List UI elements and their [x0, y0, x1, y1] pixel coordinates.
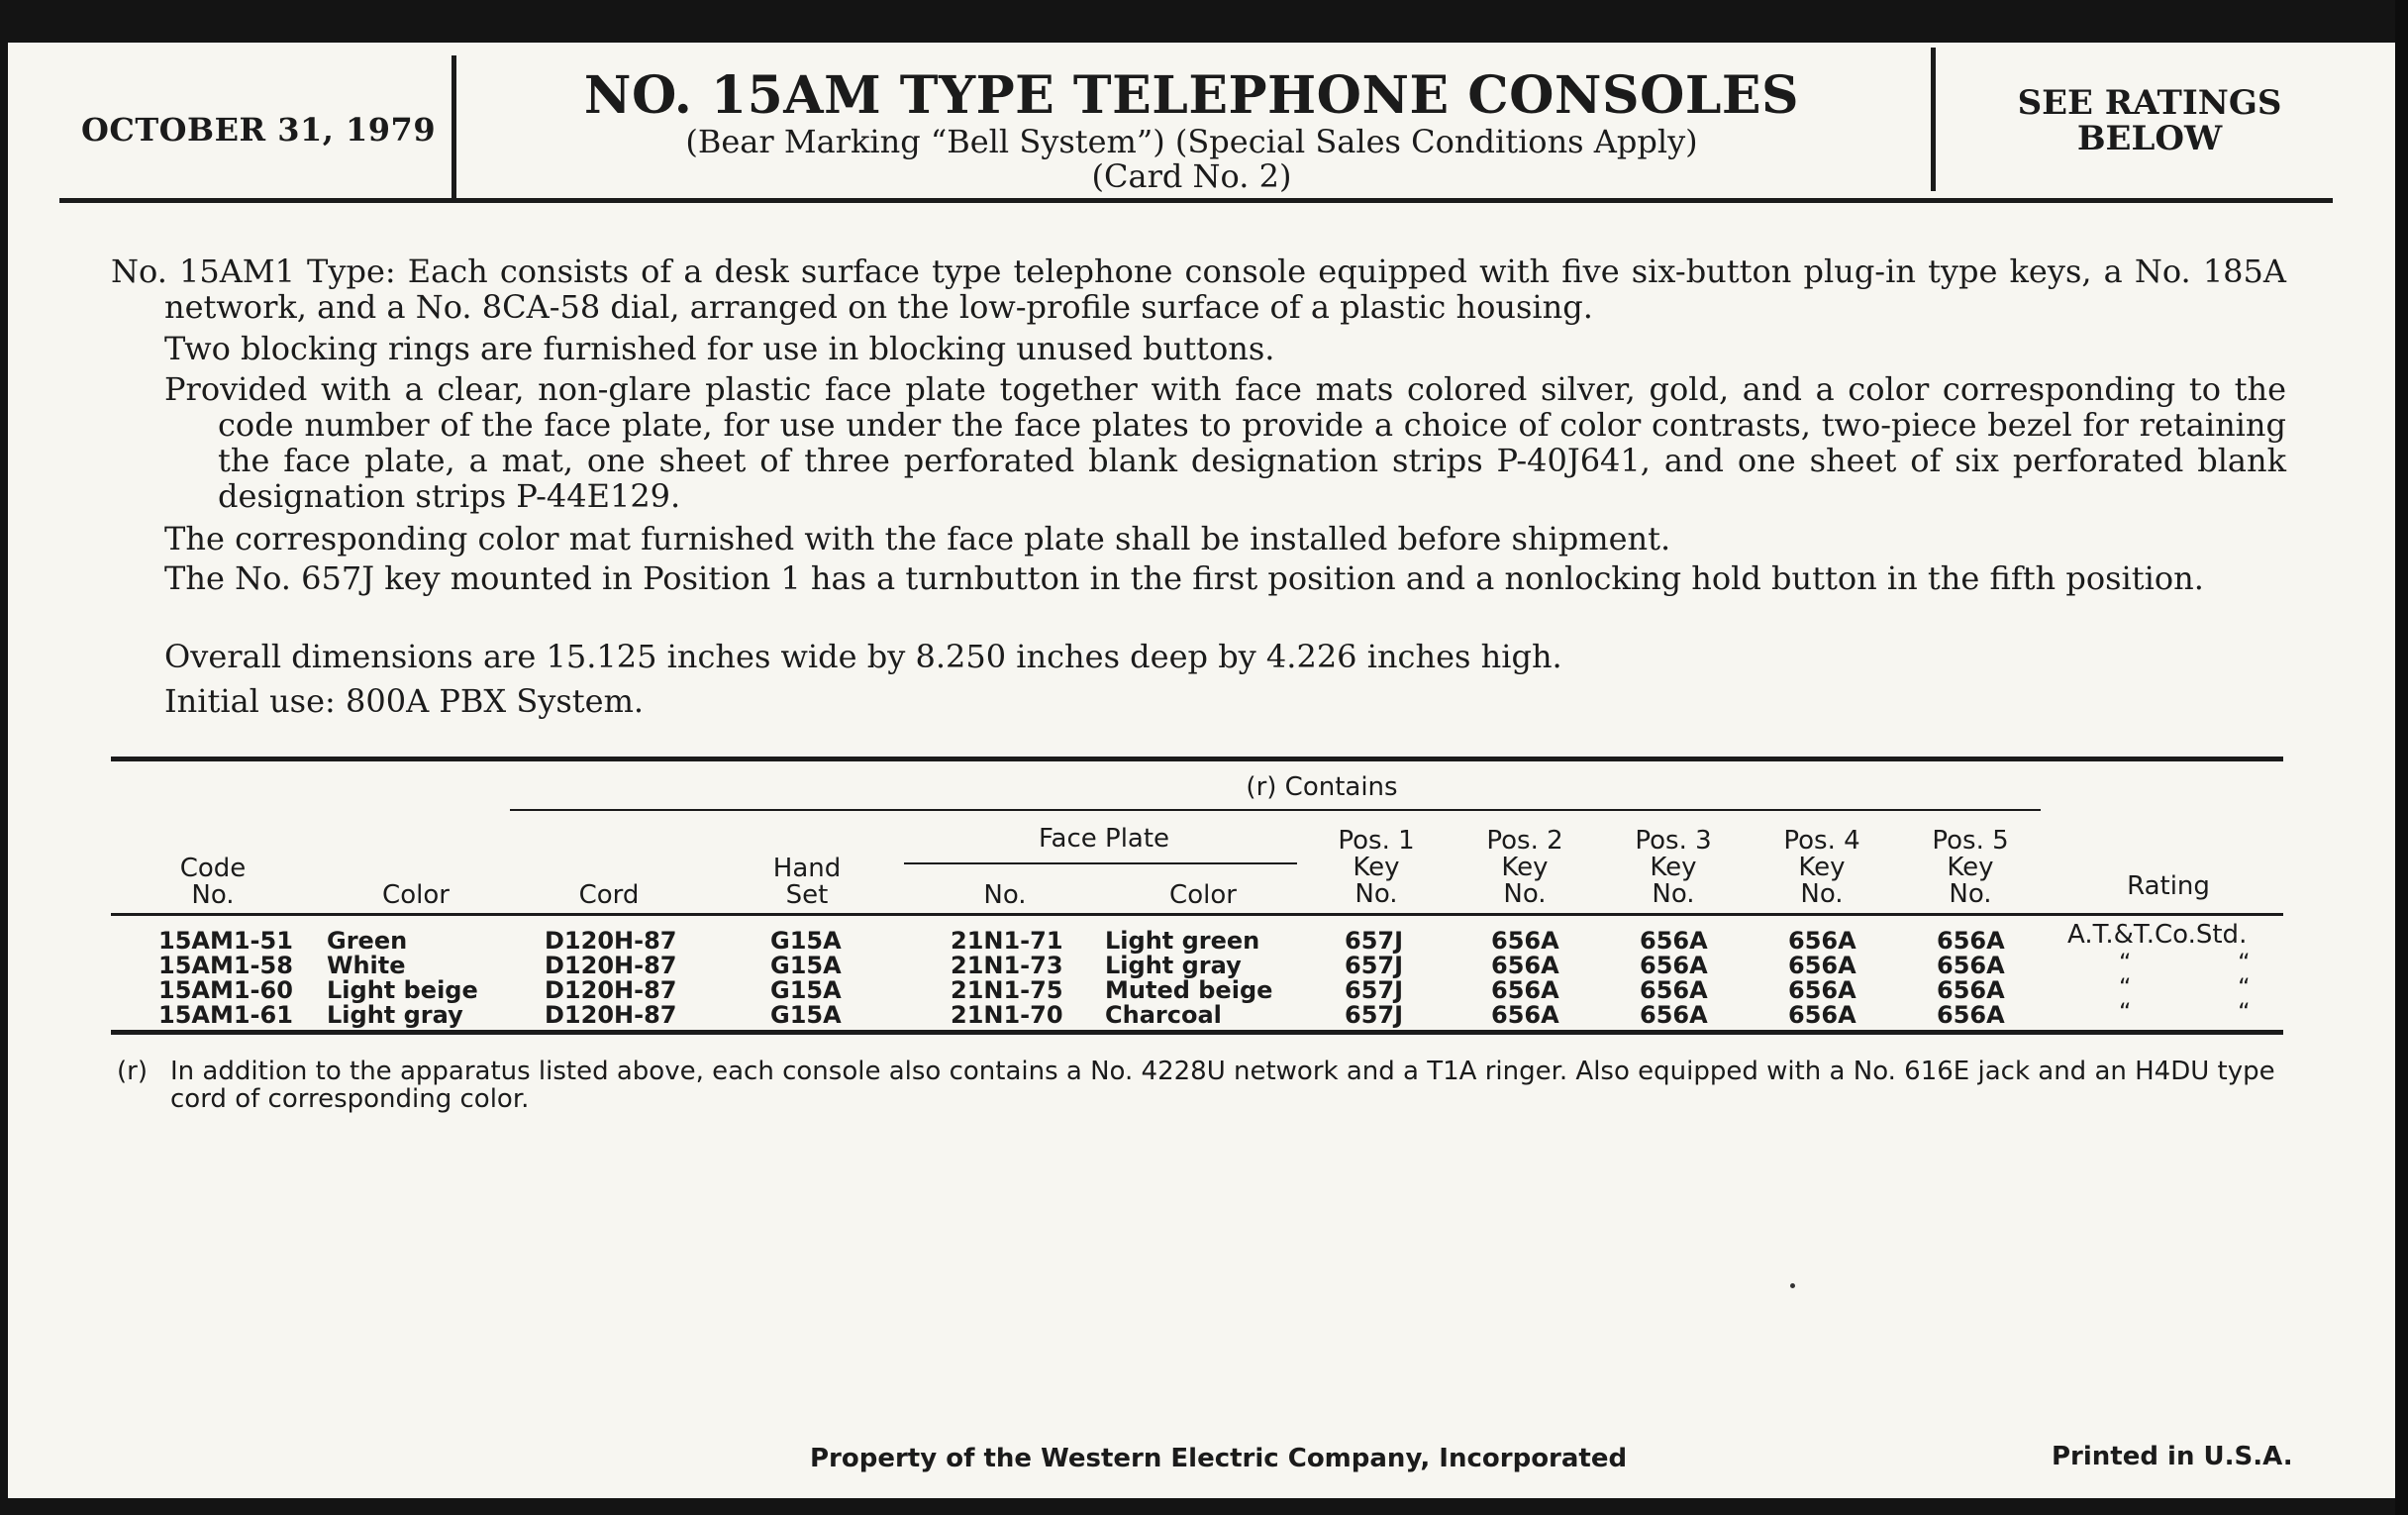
- cell-pos5: 656A: [1937, 976, 2005, 1004]
- header-pos3-line3: No.: [1652, 879, 1695, 909]
- header-pos2: [1470, 828, 1579, 908]
- cell-color: Green: [327, 927, 408, 955]
- cell-rating: A.T.&T.Co.Std.: [2067, 920, 2248, 950]
- contains-rule: [510, 809, 2041, 811]
- cell-hand-set: G15A: [770, 952, 842, 979]
- description-paragraph-3: Provided with a clear, non-glare plastic face plate together with face mats colored silver, gold, and a color corresponding to the code number of the face plate, for use under the face plates to provide a choice of color contrasts, two-piece bezel for retaining the face plate, a mat, one sheet of three perforated blank designation strips P-40J641, and one sheet of six perforated blank designation strips P-44E129.: [164, 370, 2286, 515]
- table-top-rule: [111, 757, 2283, 761]
- ratings-line-2: BELOW: [2076, 119, 2223, 158]
- cell-code: 15AM1-60: [158, 976, 293, 1004]
- cell-face-plate-color: Light gray: [1105, 952, 1242, 979]
- page-title: NO. 15AM TYPE TELEPHONE CONSOLES: [583, 65, 1800, 126]
- header-code-line1: Code: [179, 854, 247, 883]
- cell-pos1: 657J: [1345, 927, 1404, 955]
- scan-speck: [1790, 1283, 1795, 1288]
- cell-pos2: 656A: [1491, 952, 1559, 979]
- page-subtitle: (Bear Marking “Bell System”) (Special Sales Conditions Apply): [685, 123, 1698, 160]
- cell-pos4: 656A: [1788, 927, 1856, 955]
- cell-color: Light gray: [327, 1001, 463, 1029]
- description-paragraph-7: Initial use: 800A PBX System.: [164, 682, 645, 720]
- scan-border: [2395, 0, 2408, 1515]
- cell-cord: D120H-87: [545, 1001, 677, 1029]
- header-pos1-line2: Key: [1353, 853, 1400, 882]
- footnote-text: In addition to the apparatus listed above, each console also contains a No. 4228U network and a T1A ringer. Also equipped with a No. 616E jack and an H4DU type cord of corresponding color.: [170, 1057, 2275, 1114]
- cell-rating: “ “: [2119, 949, 2251, 976]
- cell-pos4: 656A: [1788, 1001, 1856, 1029]
- table-bottom-rule: [111, 1030, 2283, 1035]
- header-pos2-line2: Key: [1501, 853, 1549, 882]
- header-pos3-line1: Pos. 3: [1635, 826, 1712, 856]
- property-notice: Property of the Western Electric Company, Incorporated: [810, 1444, 1628, 1473]
- cell-pos2: 656A: [1491, 976, 1559, 1004]
- header-pos3-line2: Key: [1650, 853, 1697, 882]
- cell-pos1: 657J: [1345, 976, 1404, 1004]
- header-rule: [59, 198, 2333, 203]
- description-paragraph-5: The No. 657J key mounted in Position 1 has a turnbutton in the first position and a nonlocking hold button in the fifth position.: [164, 559, 2204, 597]
- header-pos1: [1322, 828, 1431, 908]
- cell-pos3: 656A: [1640, 952, 1708, 979]
- header-pos2-line1: Pos. 2: [1486, 826, 1563, 856]
- description-paragraph-2: Two blocking rings are furnished for use in blocking unused buttons.: [164, 330, 1275, 367]
- header-pos5: [1916, 828, 2025, 908]
- header-code: [139, 856, 287, 909]
- ratings-line-1: SEE RATINGS: [2017, 83, 2282, 123]
- cell-rating: “ “: [2119, 998, 2251, 1026]
- cell-face-plate-color: Light green: [1105, 927, 1260, 955]
- header-face-plate-color: Color: [1169, 880, 1237, 910]
- cell-pos4: 656A: [1788, 976, 1856, 1004]
- header-cord: Cord: [578, 880, 640, 910]
- header-hand-line2: Set: [785, 880, 829, 910]
- cell-hand-set: G15A: [770, 927, 842, 955]
- header-pos4-line1: Pos. 4: [1783, 826, 1860, 856]
- cell-face-plate-color: Muted beige: [1105, 976, 1273, 1004]
- issue-date: OCTOBER 31, 1979: [81, 111, 437, 149]
- header-hand-line1: Hand: [772, 854, 842, 883]
- cell-pos3: 656A: [1640, 1001, 1708, 1029]
- header-pos5-line1: Pos. 5: [1932, 826, 2009, 856]
- cell-face-plate-no: 21N1-70: [951, 1001, 1063, 1029]
- header-face-plate-no: No.: [983, 880, 1027, 910]
- cell-cord: D120H-87: [545, 952, 677, 979]
- cell-pos2: 656A: [1491, 927, 1559, 955]
- description-paragraph-1: No. 15AM1 Type: Each consists of a desk surface type telephone console equipped with five six-button plug-in type keys, a No. 185A network, and a No. 8CA-58 dial, arranged on the low-profile surface of a plastic housing.: [111, 252, 2286, 326]
- cell-face-plate-no: 21N1-75: [951, 976, 1063, 1004]
- ratings-note: [1956, 85, 2343, 156]
- header-color: Color: [382, 880, 450, 910]
- header-divider-left: [452, 55, 456, 199]
- cell-hand-set: G15A: [770, 1001, 842, 1029]
- card-number: (Card No. 2): [1091, 157, 1292, 195]
- cell-color: Light beige: [327, 976, 478, 1004]
- header-pos4: [1767, 828, 1876, 908]
- cell-cord: D120H-87: [545, 927, 677, 955]
- cell-color: White: [327, 952, 406, 979]
- cell-rating: “ “: [2119, 973, 2251, 1001]
- cell-pos1: 657J: [1345, 952, 1404, 979]
- header-pos5-line2: Key: [1947, 853, 1994, 882]
- header-pos1-line1: Pos. 1: [1338, 826, 1415, 856]
- cell-face-plate-no: 21N1-73: [951, 952, 1063, 979]
- cell-code: 15AM1-51: [158, 927, 293, 955]
- header-pos4-line2: Key: [1798, 853, 1846, 882]
- cell-pos3: 656A: [1640, 927, 1708, 955]
- header-pos5-line3: No.: [1949, 879, 1992, 909]
- cell-cord: D120H-87: [545, 976, 677, 1004]
- header-pos2-line3: No.: [1503, 879, 1547, 909]
- printed-in: Printed in U.S.A.: [2052, 1442, 2293, 1471]
- cell-face-plate-no: 21N1-71: [951, 927, 1063, 955]
- header-rating: Rating: [2127, 871, 2210, 901]
- header-hand-set: [733, 856, 881, 909]
- header-pos3: [1619, 828, 1728, 908]
- cell-code: 15AM1-58: [158, 952, 293, 979]
- cell-hand-set: G15A: [770, 976, 842, 1004]
- cell-pos2: 656A: [1491, 1001, 1559, 1029]
- cell-pos3: 656A: [1640, 976, 1708, 1004]
- footnote-mark: (r): [117, 1057, 148, 1086]
- cell-pos5: 656A: [1937, 927, 2005, 955]
- cell-face-plate-color: Charcoal: [1105, 1001, 1222, 1029]
- header-code-line2: No.: [191, 880, 235, 910]
- description-paragraph-6: Overall dimensions are 15.125 inches wide by 8.250 inches deep by 4.226 inches high.: [164, 638, 1562, 675]
- header-pos4-line3: No.: [1800, 879, 1844, 909]
- header-pos1-line3: No.: [1354, 879, 1398, 909]
- face-plate-rule: [904, 862, 1297, 864]
- cell-pos5: 656A: [1937, 952, 2005, 979]
- table-header-rule: [111, 913, 2283, 916]
- face-plate-header: Face Plate: [1038, 824, 1170, 854]
- cell-code: 15AM1-61: [158, 1001, 293, 1029]
- description-paragraph-4: The corresponding color mat furnished with the face plate shall be installed before shipment.: [164, 520, 1671, 557]
- cell-pos1: 657J: [1345, 1001, 1404, 1029]
- header-divider-right: [1931, 48, 1936, 191]
- contains-header: (r) Contains: [1246, 772, 1398, 802]
- cell-pos5: 656A: [1937, 1001, 2005, 1029]
- cell-pos4: 656A: [1788, 952, 1856, 979]
